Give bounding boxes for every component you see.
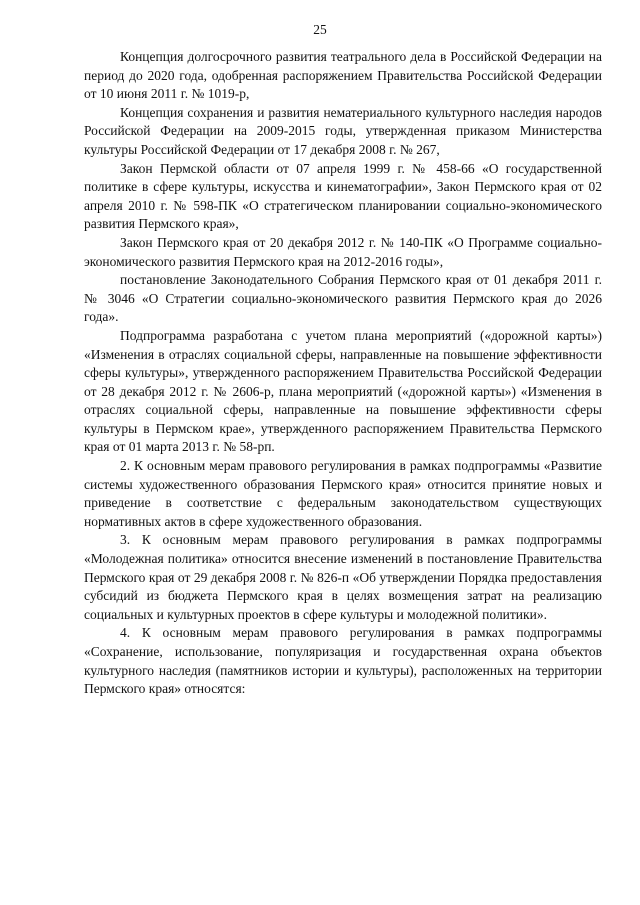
page-number: 25 — [313, 22, 327, 37]
paragraph-roadmap: Подпрограмма разработана с учетом плана мероприятий («дорожной карты») «Изменения в отраслях социальной сферы, направленные на повышение эффективности сферы культуры», утвержденного распоряжением Правительства Российской Федерации от 28 декабря 2012 г. № 2606-р, плана мероприятий («дорожной карты») «Изменения в отраслях социальной сферы, направленные на повышение эффективности сферы культуры в Пермском крае», утвержденного распоряжением Правительства Пермского края от 01 марта 2013 г. № 58-рп. — [84, 327, 602, 455]
paragraph-assembly-resolution: постановление Законодательного Собрания Пермского края от 01 декабря 2011 г. № 3046 «О Стратегии социально-экономического развития Пермского края до 2026 года». — [84, 272, 602, 325]
document-body — [84, 48, 602, 699]
paragraph-item-2: 2. К основным мерам правового регулирования в рамках подпрограммы «Развитие системы художественного образования Пермского края» относится принятие новых и приведение в соответствие с федеральным законодательством существующих нормативных актов в сфере художественного образования. — [84, 458, 602, 529]
paragraph-perm-oblast-law: Закон Пермской области от 07 апреля 1999 г. № 458-66 «О государственной политике в сфере культуры, искусства и кинематографии», Закон Пермского края от 02 апреля 2010 г. № 598-ПК «О стратегическом планировании социально-экономического развития Пермского края», — [84, 160, 602, 232]
paragraph-heritage-concept: Концепция сохранения и развития нематериального культурного наследия народов Российской Федерации на 2009-2015 годы, утвержденная приказом Министерства культуры Российской Федерации от 17 декабря 2008 г. № 267, — [84, 104, 602, 157]
paragraph-item-3: 3. К основным мерам правового регулирования в рамках подпрограммы «Молодежная политика» относится внесение изменений в постановление Правительства Пермского края от 29 декабря 2008 г. № 826-п «Об утверждении Порядка предоставления субсидий из бюджета Пермского края в целях возмещения затрат на реализацию социальных и культурных проектов в сфере культуры и молодежной политики». — [84, 532, 602, 622]
paragraph-theatre-concept: Концепция долгосрочного развития театрального дела в Российской Федерации на период до 2020 года, одобренная распоряжением Правительства Российской Федерации от 10 июня 2011 г. № 1019-р, — [84, 49, 602, 102]
paragraph-perm-krai-law-program: Закон Пермского края от 20 декабря 2012 г. № 140-ПК «О Программе социально-экономического развития Пермского края на 2012-2016 годы», — [84, 234, 602, 269]
paragraph-item-4: 4. К основным мерам правового регулирования в рамках подпрограммы «Сохранение, использование, популяризация и государственная охрана объектов культурного наследия (памятников истории и культуры), расположенных на территории Пермского края» относятся: — [84, 625, 602, 697]
